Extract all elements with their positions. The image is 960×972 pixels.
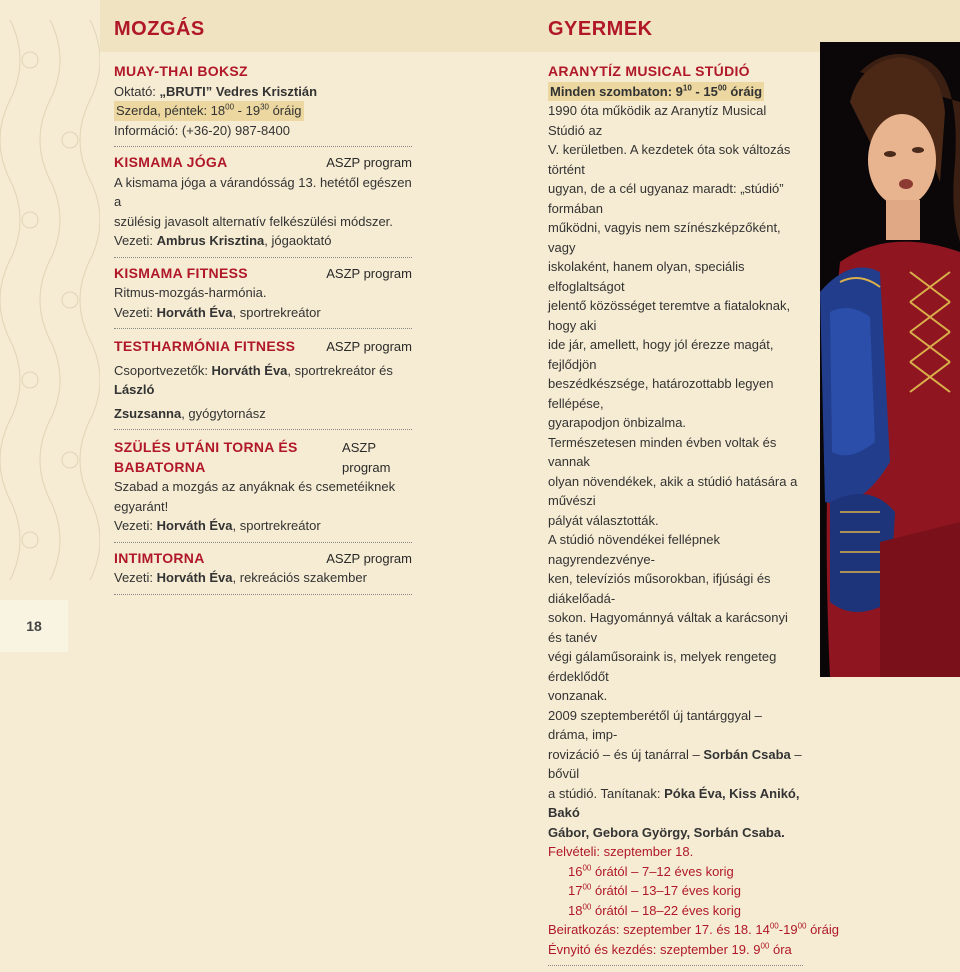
slot-text: órától – 18–22 éves korig	[591, 902, 741, 918]
text-line: vonzanak.	[548, 688, 608, 703]
slot-sup: 00	[582, 863, 592, 873]
section-title-gyermek: GYERMEK	[548, 18, 653, 40]
szules-line-1: Szabad a mozgás az anyáknak és csemetéiknek egyaránt!	[114, 479, 396, 514]
divider	[114, 429, 412, 430]
slot-sup: 00	[582, 882, 592, 892]
leader-name: Zsuzsanna	[114, 405, 182, 421]
leaders-suffix: , gyógytornász	[181, 405, 266, 421]
right-column	[548, 62, 839, 972]
slot-hour: 18	[568, 902, 583, 918]
left-column	[114, 62, 412, 601]
leaders-mid: , sportrekreátor és	[287, 362, 393, 378]
time-mid: - 19	[234, 103, 261, 118]
paragraph-1	[548, 101, 803, 433]
time-sup: 00	[797, 921, 807, 931]
leader-name: László	[114, 382, 155, 397]
divider	[548, 965, 803, 966]
text-line: V. kerületben. A kezdetek óta sok változás történt	[548, 142, 791, 177]
text-line: végi gálaműsoraink is, melyek rengeteg érdeklődőt	[548, 649, 777, 684]
divider	[114, 328, 412, 329]
title-row	[114, 337, 412, 357]
header-left-band	[100, 0, 530, 52]
aszp-label: ASZP program	[326, 155, 412, 170]
slot-sup: 00	[582, 902, 592, 912]
aranytiz-title: ARANYTÍZ MUSICAL STÚDIÓ	[548, 63, 750, 79]
aszp-label: ASZP program	[326, 550, 412, 566]
leader-suffix: , sportrekreátor	[232, 518, 321, 533]
beiratkozas-line	[548, 920, 839, 940]
leader-prefix: Vezeti:	[114, 518, 157, 533]
slot-text: órától – 13–17 éves korig	[591, 883, 741, 898]
leader-prefix: Vezeti:	[114, 233, 157, 248]
testharmonia-title: TESTHARMÓNIA FITNESS	[114, 338, 296, 354]
leader-name: Ambrus Krisztina	[156, 233, 265, 248]
paragraph-2	[548, 433, 803, 531]
kismama-fitness-block	[114, 264, 412, 323]
kismama-joga-title: KISMAMA JÓGA	[114, 154, 228, 170]
title-row	[114, 264, 412, 284]
teacher-name: „BRUTI” Vedres Krisztián	[159, 83, 318, 99]
text-line: Természetesen minden évben voltak és vannak	[548, 434, 777, 469]
text-line: ken, televíziós műsorokban, ifjúsági és diákelőadá-	[548, 571, 771, 606]
intimtorna-block	[114, 549, 412, 588]
page-number: 18	[0, 600, 68, 652]
ornament-pattern	[0, 0, 100, 677]
time-sup: 00	[225, 102, 235, 112]
divider	[114, 257, 412, 258]
age-group-slot	[548, 901, 803, 921]
title-row	[114, 438, 412, 477]
szules-block	[114, 438, 412, 536]
title-row	[114, 153, 412, 173]
text-line: ugyan, de a cél ugyanaz maradt: „stúdió” formában	[548, 181, 784, 216]
performer-photo	[820, 42, 960, 677]
sched-mid: - 15	[691, 83, 718, 99]
text-line: pályát választották.	[548, 512, 659, 528]
time-sup: 30	[260, 102, 269, 112]
leaders-prefix: Csoportvezetők:	[114, 362, 212, 378]
text-span: óráig	[806, 922, 839, 937]
kismama-joga-block	[114, 153, 412, 251]
decorative-pattern-strip	[0, 0, 100, 677]
testharmonia-leaders	[114, 361, 412, 400]
text-line: beszédkészsége, határozottabb legyen fellépése,	[548, 376, 774, 411]
text-line: 2009 szeptemberétől új tantárggyal – dráma, imp-	[548, 707, 762, 742]
joga-leader	[114, 231, 412, 251]
teacher-names: Póka Éva, Kiss Anikó, Bakó	[548, 785, 800, 820]
slot-text: órától – 7–12 éves korig	[591, 863, 734, 879]
felveteli-date: Felvételi: szeptember 18.	[548, 844, 694, 859]
fitness-line-1: Ritmus-mozgás-harmónia.	[114, 285, 267, 300]
sched-suffix: óráig	[726, 83, 763, 99]
text-line: 1990 óta működik az Aranytíz Musical Stúdió az	[548, 103, 767, 138]
text-span: rovizáció – és új tanárral –	[548, 746, 704, 762]
divider	[114, 146, 412, 147]
text-line	[548, 784, 803, 823]
testharmonia-leaders-2	[114, 404, 412, 424]
teacher-prefix: Oktató:	[114, 83, 160, 99]
text-line	[548, 745, 803, 784]
text-line: működni, vagyis nem színészképzőként, vagy	[548, 220, 781, 255]
paragraph-3	[548, 530, 803, 706]
leader-suffix: , jógaoktató	[264, 233, 332, 248]
leader-name: Horváth Éva	[211, 362, 288, 378]
fitness-leader	[114, 303, 412, 323]
leader-suffix: , sportrekreátor	[232, 304, 321, 320]
intimtorna-leader	[114, 568, 412, 588]
leader-suffix: , rekreációs szakember	[232, 570, 367, 585]
aranytiz-schedule	[548, 82, 803, 102]
testharmonia-block	[114, 337, 412, 423]
section-title-mozgas: MOZGÁS	[114, 18, 205, 40]
intimtorna-title: INTIMTORNA	[114, 549, 205, 566]
divider	[114, 542, 412, 543]
age-group-slot	[548, 881, 803, 901]
text-line: jelentő közösséget teremtve a fiataloknak, hogy aki	[548, 298, 791, 333]
costumed-girl-illustration	[820, 42, 960, 677]
leader-name: Horváth Éva	[156, 518, 233, 533]
paragraph-4	[548, 706, 803, 843]
slot-hour: 16	[568, 863, 583, 879]
text-span: Beiratkozás: szeptember 17. és 18. 14	[548, 922, 770, 937]
text-line: sokon. Hagyománnyá váltak a karácsonyi és tanév	[548, 610, 788, 645]
leader-name: Horváth Éva	[156, 570, 233, 585]
teacher-name: Sorbán Csaba	[703, 746, 791, 762]
text-line: ide jár, amellett, hogy jól érezze magát, fejlődjön	[548, 337, 774, 372]
text-line: A stúdió növendékei fellépnek nagyrendezvénye-	[548, 532, 721, 567]
slot-hour: 17	[568, 883, 583, 898]
text-span: – bővül	[548, 746, 802, 781]
evnyito-line	[548, 940, 803, 960]
text-line: iskolaként, hanem olyan, speciális elfoglaltságot	[548, 259, 745, 294]
aszp-label: ASZP program	[342, 440, 391, 475]
sched-sup: 10	[682, 83, 692, 93]
age-group-slot	[548, 862, 803, 882]
joga-line-2: szülésig javasolt alternatív felkészülési módszer.	[114, 213, 393, 229]
text-span: -19	[778, 922, 798, 937]
time-suffix: óráig	[268, 103, 302, 118]
divider	[114, 594, 412, 595]
text-line: olyan növendékek, akik a stúdió hatására a művészi	[548, 473, 798, 508]
leader-prefix: Vezeti:	[114, 570, 157, 585]
text-line: gyarapodjon önbizalma.	[548, 415, 687, 430]
time-sup: 00	[769, 921, 779, 931]
kismama-fitness-title: KISMAMA FITNESS	[114, 264, 248, 281]
szules-title: SZÜLÉS UTÁNI TORNA ÉS BABATORNA	[114, 439, 298, 475]
muay-thai-time	[114, 101, 412, 121]
teacher-names: Gábor, Gebora György, Sorbán Csaba.	[548, 824, 785, 840]
time-prefix: Szerda, péntek: 18	[116, 103, 226, 118]
muay-thai-title: MUAY-THAI BOKSZ	[114, 63, 248, 79]
sched-prefix: Minden szombaton: 9	[550, 83, 683, 99]
title-row	[114, 549, 412, 569]
aszp-label: ASZP program	[326, 265, 412, 281]
sched-sup: 00	[717, 83, 727, 93]
muay-thai-block	[114, 62, 412, 140]
muay-thai-info: Információ: (+36-20) 987-8400	[114, 122, 290, 138]
joga-line-1: A kismama jóga a várandósság 13. hetétől egészen a	[114, 174, 412, 209]
text-span: a stúdió. Tanítanak:	[548, 785, 665, 801]
time-sup: 00	[760, 941, 770, 951]
aszp-label: ASZP program	[326, 339, 412, 354]
leader-prefix: Vezeti:	[114, 304, 157, 320]
leader-name: Horváth Éva	[156, 304, 233, 320]
text-span: Évnyitó és kezdés: szeptember 19. 9	[548, 941, 761, 957]
szules-leader	[114, 516, 412, 536]
muay-thai-teacher	[114, 82, 412, 102]
text-span: óra	[769, 941, 792, 957]
